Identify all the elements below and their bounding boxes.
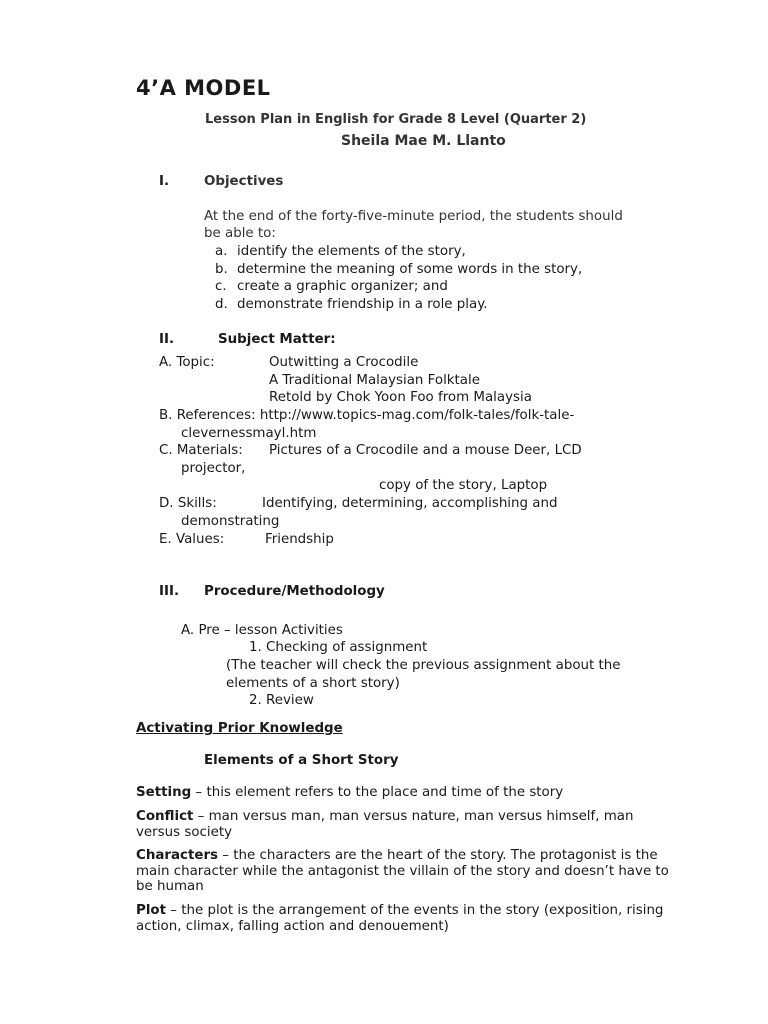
values-label: E. Values: — [159, 532, 225, 547]
element-definition: – man versus man, man versus nature, man versus himself, man versus society — [136, 809, 634, 840]
element-definition: – the plot is the arrangement of the events in the story (exposition, rising action, climax, falling action and denouement) — [136, 903, 664, 934]
section-heading-objectives: Objectives — [204, 174, 284, 189]
element-characters — [136, 848, 681, 895]
references-line1: B. References: http://www.topics-mag.com/folk-tales/folk-tale- — [159, 408, 575, 423]
section-numeral-objectives: I. — [159, 174, 170, 189]
topic-label: A. Topic: — [159, 355, 215, 370]
objective-item: demonstrate friendship in a role play. — [237, 297, 488, 312]
procedure-note-line1: (The teacher will check the previous assignment about the — [226, 658, 621, 673]
element-conflict — [136, 809, 681, 840]
topic-line: A Traditional Malaysian Folktale — [269, 373, 480, 388]
objective-letter: c. — [215, 279, 227, 294]
materials-label: C. Materials: — [159, 443, 243, 458]
materials-line3: copy of the story, Laptop — [379, 478, 548, 493]
document-subtitle: Lesson Plan in English for Grade 8 Level (Quarter 2) — [205, 112, 587, 127]
author-name: Sheila Mae M. Llanto — [341, 133, 506, 149]
procedure-step: 1. Checking of assignment — [249, 640, 428, 655]
procedure-note-line2: elements of a short story) — [226, 676, 400, 691]
section-numeral-procedure: III. — [159, 584, 180, 599]
objective-item: determine the meaning of some words in the story, — [237, 262, 583, 277]
objectives-intro-line2: be able to: — [204, 226, 276, 241]
element-term: Setting — [136, 785, 192, 800]
element-definition: – this element refers to the place and time of the story — [191, 785, 564, 800]
values-text: Friendship — [265, 532, 334, 547]
materials-line2: projector, — [181, 461, 246, 476]
elements-heading: Elements of a Short Story — [204, 753, 399, 768]
topic-line: Retold by Chok Yoon Foo from Malaysia — [269, 390, 532, 405]
objective-item: identify the elements of the story, — [237, 244, 466, 259]
objectives-intro-line1: At the end of the forty-five-minute period, the students should — [204, 209, 623, 224]
element-term: Plot — [136, 903, 167, 918]
objective-letter: d. — [215, 297, 228, 312]
references-line2: clevernessmayl.htm — [181, 426, 317, 441]
topic-line: Outwitting a Crocodile — [269, 355, 419, 370]
objective-letter: a. — [215, 244, 228, 259]
element-term: Characters — [136, 848, 219, 863]
objective-letter: b. — [215, 262, 228, 277]
section-heading-subject-matter: Subject Matter: — [218, 332, 336, 347]
element-setting — [136, 785, 681, 801]
procedure-step: 2. Review — [249, 693, 314, 708]
element-definition: – the characters are the heart of the story. The protagonist is the main character while the antagonist the villain of the story and doesn’t have to be human — [136, 848, 669, 894]
element-plot — [136, 903, 681, 934]
materials-line1: Pictures of a Crocodile and a mouse Deer, LCD — [269, 443, 582, 458]
skills-line1: Identifying, determining, accomplishing and — [262, 496, 558, 511]
element-term: Conflict — [136, 809, 194, 824]
section-heading-procedure: Procedure/Methodology — [204, 584, 385, 599]
skills-label: D. Skills: — [159, 496, 217, 511]
objective-item: create a graphic organizer; and — [237, 279, 448, 294]
pre-lesson-activities: A. Pre – lesson Activities — [181, 623, 343, 638]
skills-line2: demonstrating — [181, 514, 280, 529]
document-title: 4’A MODEL — [136, 76, 271, 100]
section-numeral-subject-matter: II. — [159, 332, 175, 347]
activating-prior-knowledge-heading: Activating Prior Knowledge — [136, 721, 343, 736]
